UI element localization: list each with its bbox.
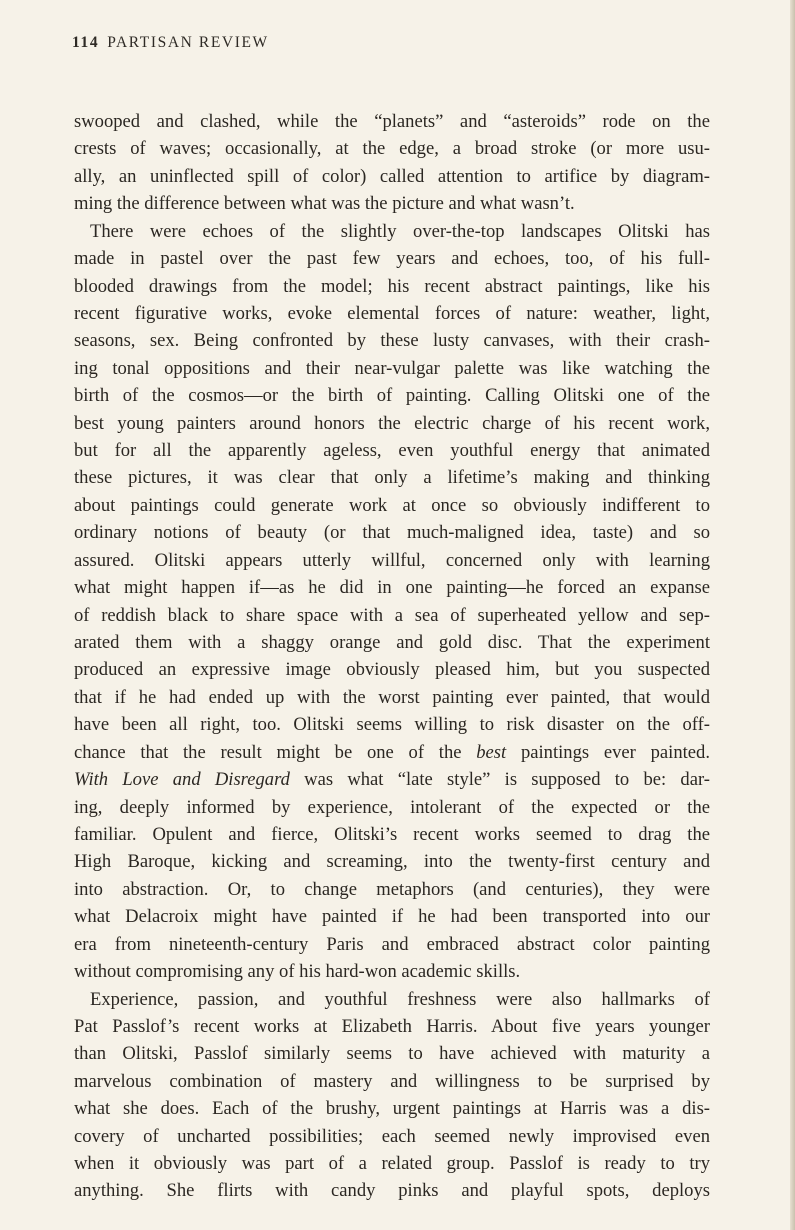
text-line [74, 931, 710, 958]
text-line [74, 108, 710, 135]
text-run: about paintings could generate work at once so obviously indifferent to [74, 494, 710, 516]
text-run: recent figurative works, evoke elemental forces of nature: weather, light, [74, 302, 710, 324]
text-line [74, 1177, 710, 1204]
italic-title: With Love and Disregard [74, 769, 290, 791]
text-run: Pat Passlof’s recent works at Elizabeth Harris. About five years younger [74, 1015, 710, 1037]
text-run: paintings ever painted. [506, 741, 710, 763]
text-run: marvelous combination of mastery and willingness to be surprised by [74, 1070, 710, 1092]
text-line [74, 135, 710, 162]
text-line [74, 848, 710, 875]
journal-title: PARTISAN REVIEW [107, 34, 269, 51]
text-line [74, 519, 710, 546]
text-run: arated them with a shaggy orange and gold disc. That the experiment [74, 632, 710, 654]
text-line [74, 547, 710, 574]
text-line [74, 300, 710, 327]
text-run: seasons, sex. Being confronted by these lusty canvases, with their crash- [74, 330, 710, 352]
text-line [74, 876, 710, 903]
text-run: ordinary notions of beauty (or that much-maligned idea, taste) and so [74, 522, 710, 544]
text-run: swooped and clashed, while the “planets” and “asteroids” rode on the [74, 111, 710, 132]
text-run: assured. Olitski appears utterly willful, concerned only with learning [74, 549, 710, 571]
text-run: was what “late style” is supposed to be: dar- [289, 769, 710, 791]
text-line [74, 327, 710, 354]
text-run: ing, deeply informed by experience, intolerant of the expected or the [74, 796, 710, 818]
text-run: that if he had ended up with the worst painting ever painted, that would [74, 686, 710, 708]
text-line [74, 492, 710, 519]
text-run: of reddish black to share space with a sea of superheated yellow and sep- [74, 604, 710, 626]
text-line [74, 245, 710, 272]
text-run: anything. She flirts with candy pinks and playful spots, deploys [74, 1180, 710, 1202]
text-run: familiar. Opulent and fierce, Olitski’s recent works seemed to drag the [74, 823, 710, 845]
text-run: best young painters around honors the electric charge of his recent work, [74, 412, 710, 434]
text-line [74, 629, 710, 656]
text-run: produced an expressive image obviously pleased him, but you suspected [74, 659, 710, 681]
text-run: There were echoes of the slightly over-the-top landscapes Olitski has [90, 220, 710, 242]
text-run: birth of the cosmos—or the birth of painting. Calling Olitski one of the [74, 385, 710, 407]
text-line [74, 1123, 710, 1150]
text-run: ming the difference between what was the picture and what wasn’t. [74, 193, 575, 215]
text-line [74, 437, 710, 464]
text-line [74, 1068, 710, 1095]
text-line [74, 602, 710, 629]
text-line [74, 794, 710, 821]
text-line [74, 410, 710, 437]
text-line [74, 163, 710, 190]
text-run: Experience, passion, and youthful freshness were also hallmarks of [90, 988, 710, 1010]
text-run: have been all right, too. Olitski seems willing to risk disaster on the off- [74, 714, 710, 736]
text-line [74, 273, 710, 300]
text-run: ally, an uninflected spill of color) called attention to artifice by diagram- [74, 165, 710, 187]
text-run: but for all the apparently ageless, even youthful energy that animated [74, 440, 710, 462]
text-run: covery of uncharted possibilities; each seemed newly improvised even [74, 1125, 710, 1147]
text-line [74, 821, 710, 848]
text-line [74, 1013, 710, 1040]
text-run: made in pastel over the past few years and echoes, too, of his full- [74, 248, 710, 270]
text-line [74, 218, 710, 245]
text-run: into abstraction. Or, to change metaphors (and centuries), they were [74, 878, 710, 900]
page-number: 114 [72, 34, 100, 51]
text-run: High Baroque, kicking and screaming, into the twenty-first century and [74, 851, 710, 873]
italic-title: best [476, 741, 507, 763]
text-line [74, 766, 710, 793]
text-line [74, 1095, 710, 1122]
text-run: these pictures, it was clear that only a lifetime’s making and thinking [74, 467, 710, 489]
running-header [72, 34, 269, 52]
text-run: what might happen if—as he did in one painting—he forced an expanse [74, 577, 710, 599]
text-line [74, 656, 710, 683]
text-line [74, 739, 710, 766]
text-run: crests of waves; occasionally, at the edge, a broad stroke (or more usu- [74, 138, 710, 160]
text-line [74, 903, 710, 930]
text-line [74, 1150, 710, 1177]
text-line [74, 190, 710, 217]
text-line [74, 464, 710, 491]
text-line [74, 711, 710, 738]
text-run: than Olitski, Passlof similarly seems to have achieved with maturity a [74, 1043, 710, 1065]
text-run: what she does. Each of the brushy, urgent paintings at Harris was a dis- [74, 1098, 710, 1120]
page-edge-shadow [790, 0, 795, 1230]
text-run: blooded drawings from the model; his recent abstract paintings, like his [74, 275, 710, 297]
text-line [74, 574, 710, 601]
text-line [74, 986, 710, 1013]
text-line [74, 958, 710, 985]
body-text [74, 108, 710, 1205]
text-line [74, 355, 710, 382]
text-run: what Delacroix might have painted if he had been transported into our [74, 906, 710, 928]
text-line [74, 1040, 710, 1067]
text-line [74, 382, 710, 409]
text-run: chance that the result might be one of the [74, 741, 477, 763]
text-run: era from nineteenth-century Paris and embraced abstract color painting [74, 933, 710, 955]
text-run: when it obviously was part of a related group. Passlof is ready to try [74, 1153, 710, 1175]
text-run: without compromising any of his hard-won academic skills. [74, 961, 521, 983]
text-run: ing tonal oppositions and their near-vulgar palette was like watching the [74, 357, 710, 379]
text-line [74, 684, 710, 711]
